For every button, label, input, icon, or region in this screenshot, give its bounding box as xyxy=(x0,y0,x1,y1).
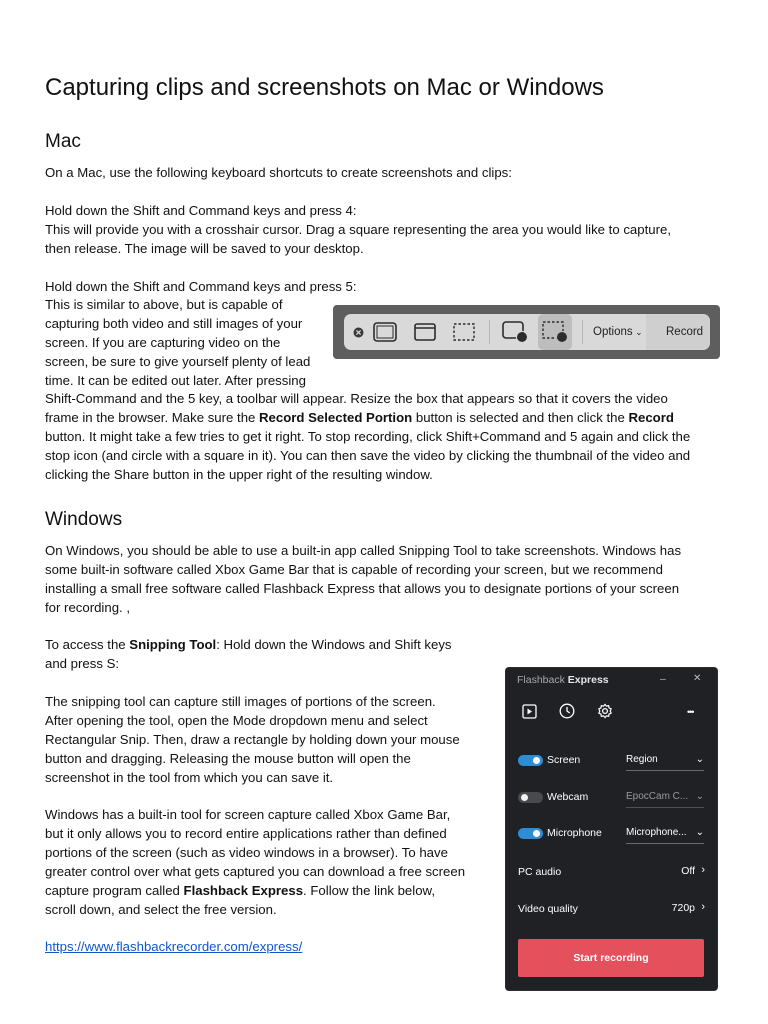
mac-toolbar-panel xyxy=(344,314,710,350)
capture-window-icon xyxy=(411,314,439,350)
page-title: Capturing clips and screenshots on Mac or Windows xyxy=(45,74,604,101)
screen-select-value: Region xyxy=(626,754,658,765)
snipping-detail-line: The snipping tool can capture still images of portions of the screen. xyxy=(45,694,436,709)
chevron-down-icon: ⌄ xyxy=(695,827,704,838)
xbox-line: Windows has a built-in tool for screen capture called Xbox Game Bar, xyxy=(45,807,451,822)
record-term: Record xyxy=(628,410,674,425)
windows-intro-line: for recording. , xyxy=(45,600,131,615)
chevron-right-icon: › xyxy=(701,864,705,876)
snipping-detail-line: screenshot in the tool from which you can save it. xyxy=(45,770,334,785)
mac-shortcut5-line: clicking the Share button in the upper right of the resulting window. xyxy=(45,467,433,482)
mac-shortcut4-line: then release. The image will be saved to your desktop. xyxy=(45,241,364,256)
mac-shortcut5-line: Shift-Command and the 5 key, a toolbar will appear. Resize the box that appears so that it covers the video xyxy=(45,391,668,406)
text-run: : Hold down the Windows and Shift keys xyxy=(216,637,452,652)
toggle-knob xyxy=(533,830,540,837)
capture-selection-icon xyxy=(450,314,478,350)
microphone-toggle xyxy=(518,828,543,839)
xbox-line xyxy=(45,882,435,901)
clock-icon xyxy=(559,703,575,724)
mac-shortcut5-line: screen, be sure to give yourself plenty of lead xyxy=(45,354,311,369)
snipping-tool-term: Snipping Tool xyxy=(129,637,217,652)
flashback-express-term: Flashback Express xyxy=(183,883,304,898)
title-prefix: Flashback xyxy=(517,674,565,686)
video-quality-label: Video quality xyxy=(518,903,578,915)
video-quality-value: 720p xyxy=(671,902,695,914)
windows-intro-line: installing a small free software called Flashback Express that allows you to designate portions of your screen xyxy=(45,581,680,596)
mac-shortcut5-line: stop icon (and circle with a square in it). You can then save the video by clicking the thumbnail of the video and xyxy=(45,448,691,463)
options-label: Options xyxy=(593,326,633,338)
close-icon: ✕ xyxy=(693,673,702,684)
snipping-detail-line: Rectangular Snip. Then, draw a rectangle by holding down your mouse xyxy=(45,732,460,747)
xbox-line: greater control over what gets captured you can download a free screen xyxy=(45,864,466,879)
more-options-icon: ••• xyxy=(687,707,694,717)
chevron-down-icon: ⌄ xyxy=(695,791,704,802)
snipping-detail-line: After opening the tool, open the Mode dropdown menu and select xyxy=(45,713,428,728)
text-run: frame in the browser. Make sure the xyxy=(45,410,260,425)
capture-entire-screen-icon xyxy=(371,314,399,350)
flashback-title xyxy=(517,673,609,687)
toggle-knob xyxy=(521,794,528,801)
mac-shortcut5-line: screen. If you are capturing video on the xyxy=(45,335,281,350)
microphone-label: Microphone xyxy=(547,827,602,839)
webcam-select-value: EpocCam C... xyxy=(626,791,689,802)
chevron-down-icon: ⌄ xyxy=(632,327,643,337)
xbox-line: portions of the screen (such as video windows in a browser). To have xyxy=(45,845,448,860)
close-icon xyxy=(350,314,366,350)
windows-intro-line: some built-in software called Xbox Game Bar that is capable of recording your screen, but we recommend xyxy=(45,562,663,577)
chevron-right-icon: › xyxy=(701,901,705,913)
mac-shortcut5-line: button. It might take a few tries to get it right. To stop recording, click Shift+Command and 5 again and click the xyxy=(45,429,691,444)
mac-shortcut4-heading: Hold down the Shift and Command keys and press 4: xyxy=(45,203,357,218)
text-run: . Follow the link below, xyxy=(303,883,435,898)
microphone-select-value: Microphone... xyxy=(626,827,687,838)
screen-toggle xyxy=(518,755,543,766)
mac-shortcut5-line: time. It can be edited out later. After pressing xyxy=(45,373,306,388)
chevron-down-icon: ⌄ xyxy=(695,754,704,765)
screen-select xyxy=(626,752,704,771)
webcam-toggle xyxy=(518,792,543,803)
snipping-tool-line: and press S: xyxy=(45,656,120,671)
toolbar-divider xyxy=(582,320,583,344)
mac-shortcut5-line: This is similar to above, but is capable of xyxy=(45,297,283,312)
webcam-select xyxy=(626,789,704,808)
title-bold: Express xyxy=(567,674,609,686)
play-icon xyxy=(522,704,537,724)
record-selected-portion-term: Record Selected Portion xyxy=(259,410,413,425)
pc-audio-label: PC audio xyxy=(518,866,562,878)
mac-intro: On a Mac, use the following keyboard shortcuts to create screenshots and clips: xyxy=(45,165,512,180)
snipping-detail-line: button and dragging. Releasing the mouse button will open the xyxy=(45,751,411,766)
flashback-express-panel xyxy=(506,668,717,990)
toggle-knob xyxy=(533,757,540,764)
mac-screenshot-toolbar xyxy=(333,305,720,359)
flashback-download-link[interactable]: https://www.flashbackrecorder.com/express/ xyxy=(45,939,303,954)
text-run: To access the xyxy=(45,637,130,652)
mac-shortcut5-heading: Hold down the Shift and Command keys and press 5: xyxy=(45,279,357,294)
record-label: Record xyxy=(666,326,704,338)
toolbar-divider xyxy=(489,320,490,344)
xbox-line: scroll down, and select the free version. xyxy=(45,902,277,917)
text-run: button is selected and then click the xyxy=(412,410,629,425)
record-entire-screen-icon xyxy=(501,314,529,350)
mac-shortcut5-line: capturing both video and still images of your xyxy=(45,316,303,331)
minimize-icon: – xyxy=(660,673,666,685)
windows-intro-line: On Windows, you should be able to use a built-in app called Snipping Tool to take screenshots. Windows has xyxy=(45,543,682,558)
webcam-label: Webcam xyxy=(547,791,589,803)
mac-heading: Mac xyxy=(45,131,81,152)
gear-icon xyxy=(597,703,613,724)
mac-shortcut5-line xyxy=(45,409,674,428)
mac-shortcut4-line: This will provide you with a crosshair cursor. Drag a square representing the area you would like to capture, xyxy=(45,222,671,237)
text-run: capture program called xyxy=(45,883,184,898)
options-menu xyxy=(593,314,643,350)
windows-heading: Windows xyxy=(45,509,123,530)
microphone-select xyxy=(626,825,704,844)
screen-label: Screen xyxy=(547,754,581,766)
record-selected-portion-icon xyxy=(538,314,572,350)
snipping-tool-line xyxy=(45,636,452,655)
xbox-line: but it only allows you to record entire applications rather than defined xyxy=(45,826,447,841)
pc-audio-value: Off xyxy=(681,865,695,877)
start-recording-button: Start recording xyxy=(518,939,704,977)
